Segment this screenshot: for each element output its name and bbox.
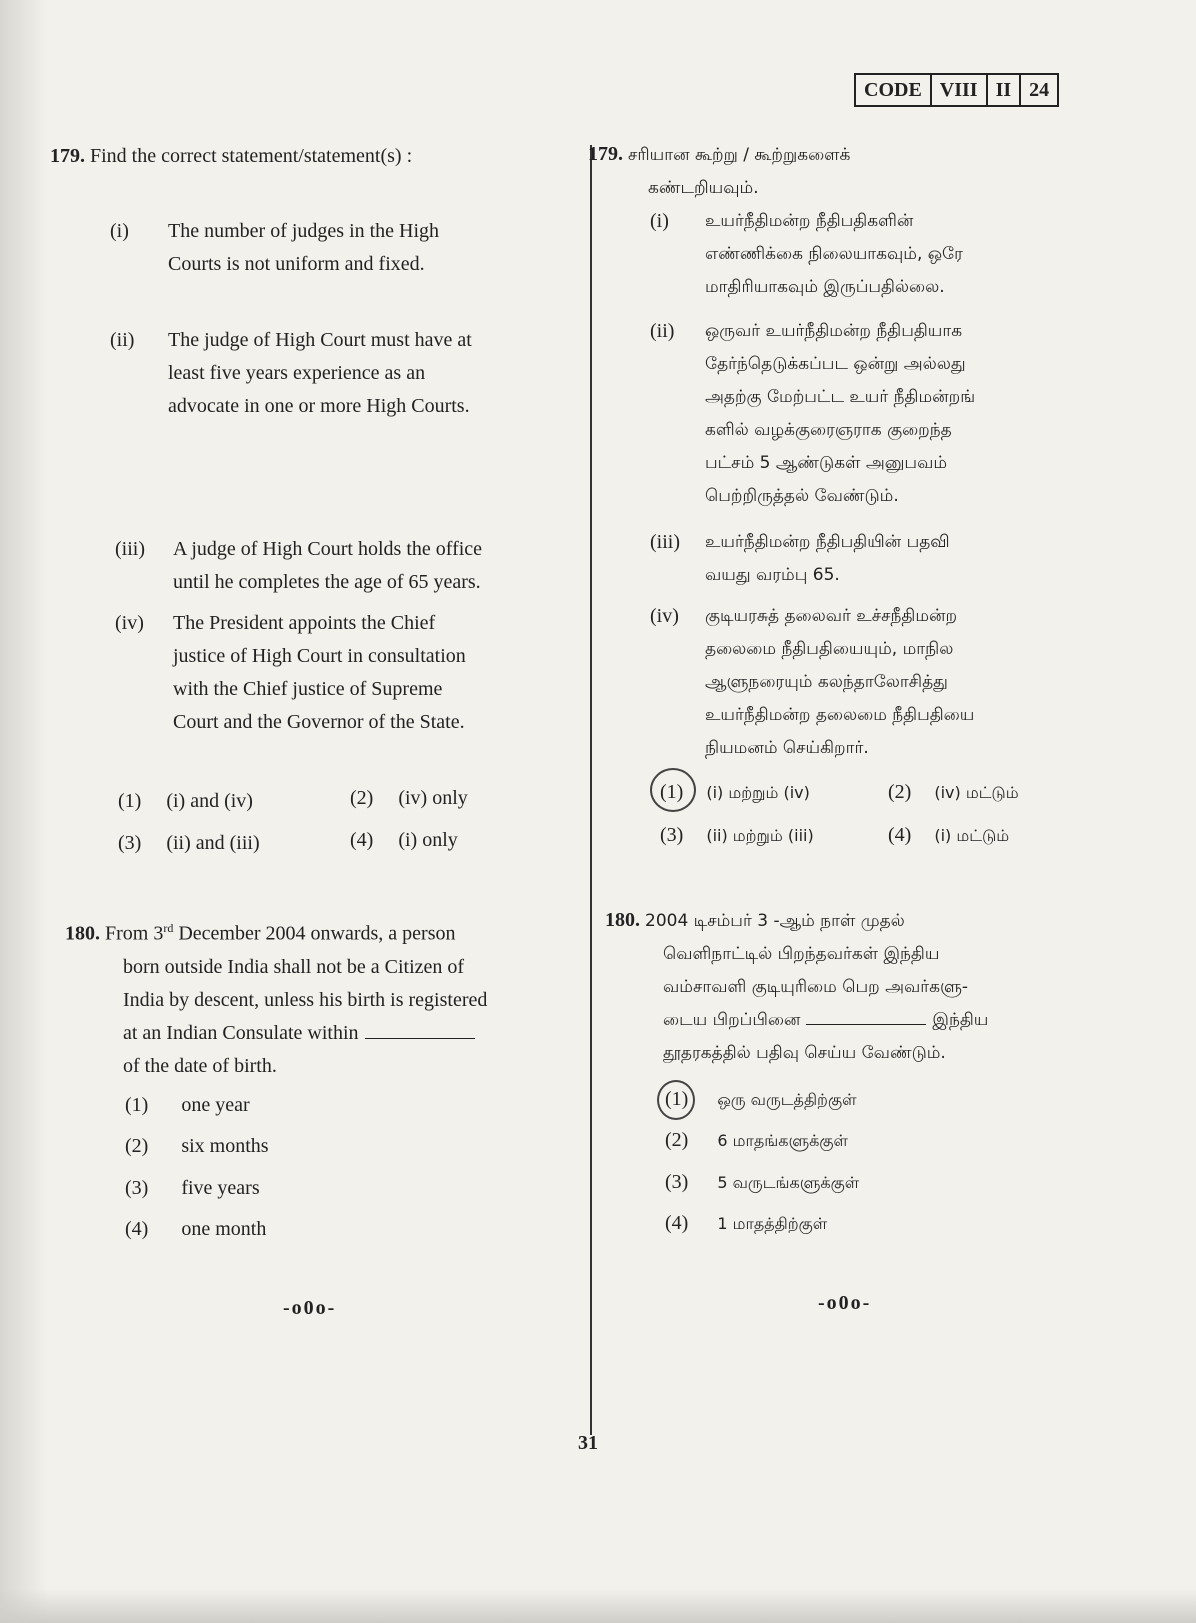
question-stem: சரியான கூற்று / கூற்றுகளைக்: [628, 145, 851, 165]
option-4-ta[interactable]: [888, 819, 1009, 852]
code-box: [854, 73, 1059, 107]
option-2-ta[interactable]: [888, 776, 1019, 809]
statement-line: எண்ணிக்கை நிலையாகவும், ஒரே: [705, 244, 963, 264]
statement-line: Court and the Governor of the State.: [173, 711, 465, 733]
question-text: இந்திய: [932, 1010, 989, 1030]
statement-label: (iv): [650, 605, 679, 627]
question-text: at an Indian Consulate within: [123, 1021, 359, 1044]
option-text: ஒரு வருடத்திற்குள்: [717, 1090, 857, 1109]
question-number: 179.: [588, 143, 623, 165]
option-number: (2): [350, 787, 374, 809]
option-number: (1): [660, 781, 684, 803]
question-180-en: [65, 912, 570, 1083]
end-marker-left: -o0o-: [283, 1297, 337, 1319]
fill-blank: [365, 1022, 475, 1039]
statement-line: உயர்நீதிமன்ற நீதிபதியின் பதவி: [705, 532, 950, 552]
option-text: (iv) only: [398, 787, 468, 809]
statement-label: (iv): [115, 612, 144, 634]
statement-line: Courts is not uniform and fixed.: [168, 253, 425, 275]
option-number: (3): [118, 832, 142, 854]
option-text: (i) and (iv): [166, 790, 253, 812]
option-text: 1 மாதத்திற்குள்: [717, 1214, 828, 1233]
question-number: 180.: [65, 922, 100, 945]
option-number: (2): [888, 781, 912, 803]
option-1-en[interactable]: [118, 786, 253, 816]
page-number: 31: [578, 1432, 598, 1454]
option-text: six months: [181, 1135, 269, 1157]
question-180-ta: [605, 904, 1110, 1070]
option-text: (i) மற்றும் (iv): [706, 783, 810, 802]
statement-label: (i): [110, 220, 129, 242]
option-number: (1): [125, 1094, 149, 1116]
statement-line: least five years experience as an: [168, 362, 426, 384]
option-number: (1): [118, 790, 142, 812]
question-text: வெளிநாட்டில் பிறந்தவர்கள் இந்திய: [663, 944, 940, 964]
code-part: 24: [1029, 79, 1050, 101]
option-3-ta[interactable]: [660, 819, 814, 852]
option-text: (i) மட்டும்: [934, 826, 1010, 845]
scan-bottom-edge: [0, 1589, 1196, 1623]
question-stem: Find the correct statement/statement(s) :: [90, 145, 413, 167]
scan-shadow: [0, 0, 48, 1623]
statement-line: advocate in one or more High Courts.: [168, 395, 470, 417]
statement-line: பட்சம் 5 ஆண்டுகள் அனுபவம்: [705, 453, 948, 473]
statement-label: (iii): [650, 531, 680, 553]
option-2-ta-180[interactable]: [665, 1124, 848, 1157]
code-part: VIII: [932, 75, 988, 105]
end-marker-right: -o0o-: [818, 1292, 872, 1314]
code-part: II: [988, 75, 1022, 105]
statement-line: நியமனம் செய்கிறார்.: [705, 738, 869, 758]
statement-line: ஒருவர் உயர்நீதிமன்ற நீதிபதியாக: [705, 321, 963, 341]
option-number: (4): [350, 829, 374, 851]
statement-label: (i): [650, 210, 669, 232]
statement-line: until he completes the age of 65 years.: [173, 571, 481, 593]
option-number: (3): [665, 1171, 689, 1193]
question-text: தூதரகத்தில் பதிவு செய்ய வேண்டும்.: [663, 1043, 946, 1063]
question-number: 180.: [605, 909, 640, 931]
statement-line: The President appoints the Chief: [173, 612, 436, 634]
question-text: 2004 டிசம்பர் 3 -ஆம் நாள் முதல்: [645, 911, 905, 931]
option-2-en-180[interactable]: [125, 1131, 269, 1161]
option-number: (3): [125, 1177, 149, 1199]
statement-line: A judge of High Court holds the office: [173, 538, 483, 560]
ordinal-suffix: rd: [163, 921, 174, 935]
option-4-ta-180[interactable]: [665, 1207, 827, 1240]
statement-label: (iii): [115, 538, 145, 560]
question-number: 179.: [50, 145, 85, 167]
statement-label: (ii): [110, 329, 135, 351]
code-label: CODE: [856, 75, 932, 105]
option-4-en[interactable]: [350, 825, 458, 855]
statement-line: அதற்கு மேற்பட்ட உயர் நீதிமன்றங்: [705, 387, 976, 407]
statement-line: with the Chief justice of Supreme: [173, 678, 443, 700]
statement-label: (ii): [650, 320, 675, 342]
statement-line: மாதிரியாகவும் இருப்பதில்லை.: [705, 277, 945, 297]
option-4-en-180[interactable]: [125, 1214, 266, 1244]
statement-line: உயர்நீதிமன்ற தலைமை நீதிபதியை: [705, 705, 975, 725]
option-text: 6 மாதங்களுக்குள்: [717, 1131, 848, 1150]
option-number: (4): [888, 824, 912, 846]
statement-line: குடியரசுத் தலைவர் உச்சநீதிமன்ற: [705, 606, 958, 626]
option-number: (4): [125, 1218, 149, 1240]
question-text: of the date of birth.: [123, 1054, 277, 1077]
option-text: (iv) மட்டும்: [934, 783, 1019, 802]
option-1-ta-180[interactable]: [665, 1083, 857, 1116]
option-text: (i) only: [398, 829, 458, 851]
statement-line: பெற்றிருத்தல் வேண்டும்.: [705, 486, 899, 506]
question-text: India by descent, unless his birth is registered: [123, 988, 488, 1011]
option-text: (ii) and (iii): [166, 832, 260, 854]
question-stem: கண்டறியவும்.: [648, 178, 759, 198]
option-text: five years: [181, 1177, 260, 1199]
option-2-en[interactable]: [350, 783, 468, 813]
option-text: 5 வருடங்களுக்குள்: [717, 1173, 860, 1192]
column-divider: [590, 145, 592, 1435]
statement-line: The number of judges in the High: [168, 220, 440, 242]
option-text: (ii) மற்றும் (iii): [706, 826, 814, 845]
option-number: (1): [665, 1088, 689, 1110]
statement-line: justice of High Court in consultation: [173, 645, 466, 667]
statement-line: வயது வரம்பு 65.: [705, 565, 840, 585]
statement-line: உயர்நீதிமன்ற நீதிபதிகளின்: [705, 211, 914, 231]
option-text: one month: [181, 1218, 267, 1240]
option-number: (2): [125, 1135, 149, 1157]
question-text: December 2004 onwards, a person: [173, 922, 456, 945]
statement-line: தலைமை நீதிபதியையும், மாநில: [705, 639, 954, 659]
option-number: (3): [660, 824, 684, 846]
question-179-en: [50, 140, 412, 173]
statement-line: தேர்ந்தெடுக்கப்பட ஒன்று அல்லது: [705, 354, 966, 374]
statement-line: ஆளுநரையும் கலந்தாலோசித்து: [705, 672, 948, 692]
option-number: (2): [665, 1129, 689, 1151]
option-number: (4): [665, 1212, 689, 1234]
option-1-en-180[interactable]: [125, 1090, 250, 1120]
question-text: born outside India shall not be a Citizen of: [123, 955, 465, 978]
question-text: வம்சாவளி குடியுரிமை பெற அவர்களு-: [663, 977, 969, 997]
option-3-en[interactable]: [118, 828, 260, 858]
question-text: டைய பிறப்பினை: [663, 1010, 801, 1030]
question-179-ta: [588, 138, 1108, 205]
fill-blank: [806, 1008, 926, 1025]
option-1-ta[interactable]: [660, 776, 810, 809]
option-3-en-180[interactable]: [125, 1173, 260, 1203]
statement-line: களில் வழக்குரைஞராக குறைந்த: [705, 420, 952, 440]
option-text: one year: [181, 1094, 250, 1116]
question-text: From 3: [105, 922, 164, 945]
statement-line: The judge of High Court must have at: [168, 329, 472, 351]
option-3-ta-180[interactable]: [665, 1166, 859, 1199]
